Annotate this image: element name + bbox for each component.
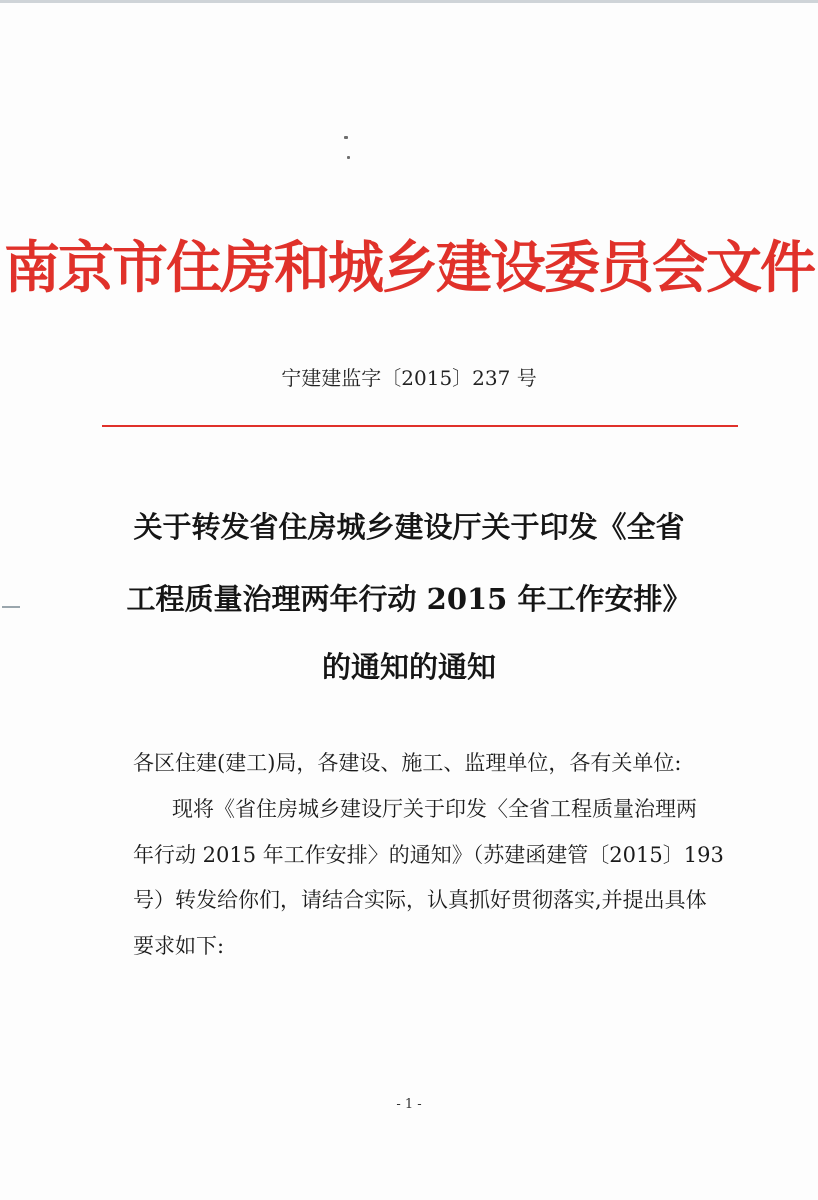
letterhead-separator-rule <box>102 425 738 427</box>
scan-speck <box>344 136 348 139</box>
body-text-line: 要求如下: <box>133 934 225 958</box>
body-text-line: 年行动 2015 年工作安排〉的通知》（苏建函建管〔2015〕193 <box>133 843 724 867</box>
scan-top-edge <box>0 0 818 3</box>
document-title-line: 的通知的通知 <box>321 650 496 684</box>
body-text-line: 号）转发给你们，请结合实际，认真抓好贯彻落实,并提出具体 <box>133 888 707 912</box>
document-title-line: 工程质量治理两年行动 2015 年工作安排》 <box>126 582 692 616</box>
body-text-line: 现将《省住房城乡建设厅关于印发〈全省工程质量治理两 <box>172 797 697 821</box>
document-number: 宁建建监字〔2015〕237 号 <box>281 366 537 390</box>
letterhead-title: 南京市住房和城乡建设委员会文件 <box>4 235 814 301</box>
page-number: - 1 - <box>396 1097 422 1112</box>
scan-speck <box>347 156 350 159</box>
salutation: 各区住建(建工)局，各建设、施工、监理单位，各有关单位: <box>133 751 682 775</box>
document-title-line: 关于转发省住房城乡建设厅关于印发《全省 <box>133 510 685 544</box>
